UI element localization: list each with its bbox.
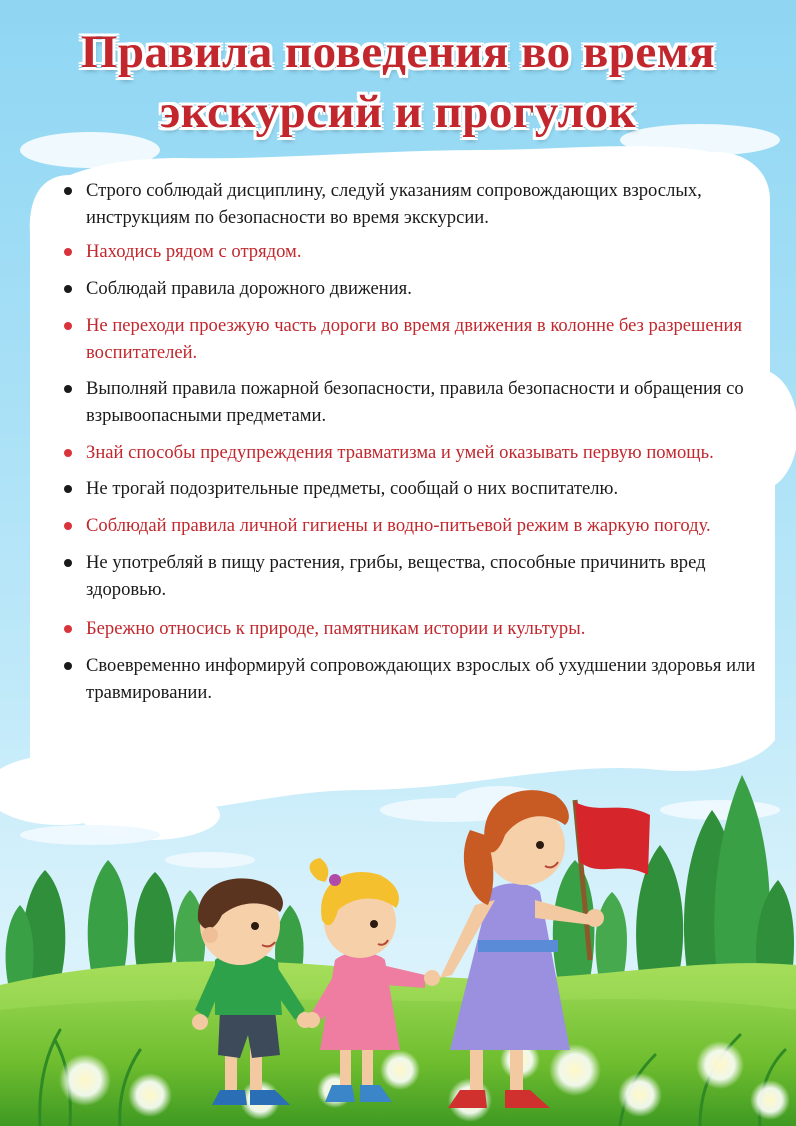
rule-text: Своевременно информируй сопровождающих взрослых об ухудшении здоровья или травмировании. <box>86 655 756 703</box>
bullet-icon <box>64 322 72 330</box>
bullet-icon <box>64 449 72 457</box>
rule-item <box>60 375 780 429</box>
rule-text: Строго соблюдай дисциплину, следуй указаниям сопровождающих взрослых, инструкциям по безопасности во время экскурсии. <box>86 180 702 228</box>
title-line-2: экскурсий и прогулок <box>159 86 637 138</box>
rule-item <box>60 512 780 539</box>
rule-text: Находись рядом с отрядом. <box>86 241 302 262</box>
bullet-icon <box>64 485 72 493</box>
rule-text: Не переходи проезжую часть дороги во время движения в колонне без разрешения воспитателей. <box>86 315 743 363</box>
bullet-icon <box>64 625 72 633</box>
rule-item <box>60 238 780 265</box>
rule-item <box>60 475 780 502</box>
rule-item <box>60 177 780 231</box>
bullet-icon <box>64 385 72 393</box>
title-line-1: Правила поведения во время <box>80 26 716 78</box>
rule-text: Соблюдай правила дорожного движения. <box>86 278 412 299</box>
rule-item <box>60 312 780 366</box>
bullet-icon <box>64 187 72 195</box>
rule-text: Выполняй правила пожарной безопасности, правила безопасности и обращения со взрывоопасными предметами. <box>86 378 744 426</box>
rule-item <box>60 275 780 302</box>
rule-item <box>60 549 780 603</box>
rule-text: Знай способы предупреждения травматизма и умей оказывать первую помощь. <box>86 442 714 463</box>
page-title <box>0 22 796 142</box>
rules-list <box>60 177 780 706</box>
bullet-icon <box>64 522 72 530</box>
rule-text: Не употребляй в пищу растения, грибы, вещества, способные причинить вред здоровью. <box>86 552 706 600</box>
rule-item <box>60 652 780 706</box>
rule-item <box>60 615 780 642</box>
rule-item <box>60 439 780 466</box>
rule-text: Не трогай подозрительные предметы, сообщай о них воспитателю. <box>86 478 619 499</box>
bullet-icon <box>64 248 72 256</box>
bullet-icon <box>64 285 72 293</box>
bullet-icon <box>64 559 72 567</box>
rule-text: Бережно относись к природе, памятникам истории и культуры. <box>86 618 586 639</box>
rule-text: Соблюдай правила личной гигиены и водно-питьевой режим в жаркую погоду. <box>86 515 711 536</box>
bullet-icon <box>64 662 72 670</box>
